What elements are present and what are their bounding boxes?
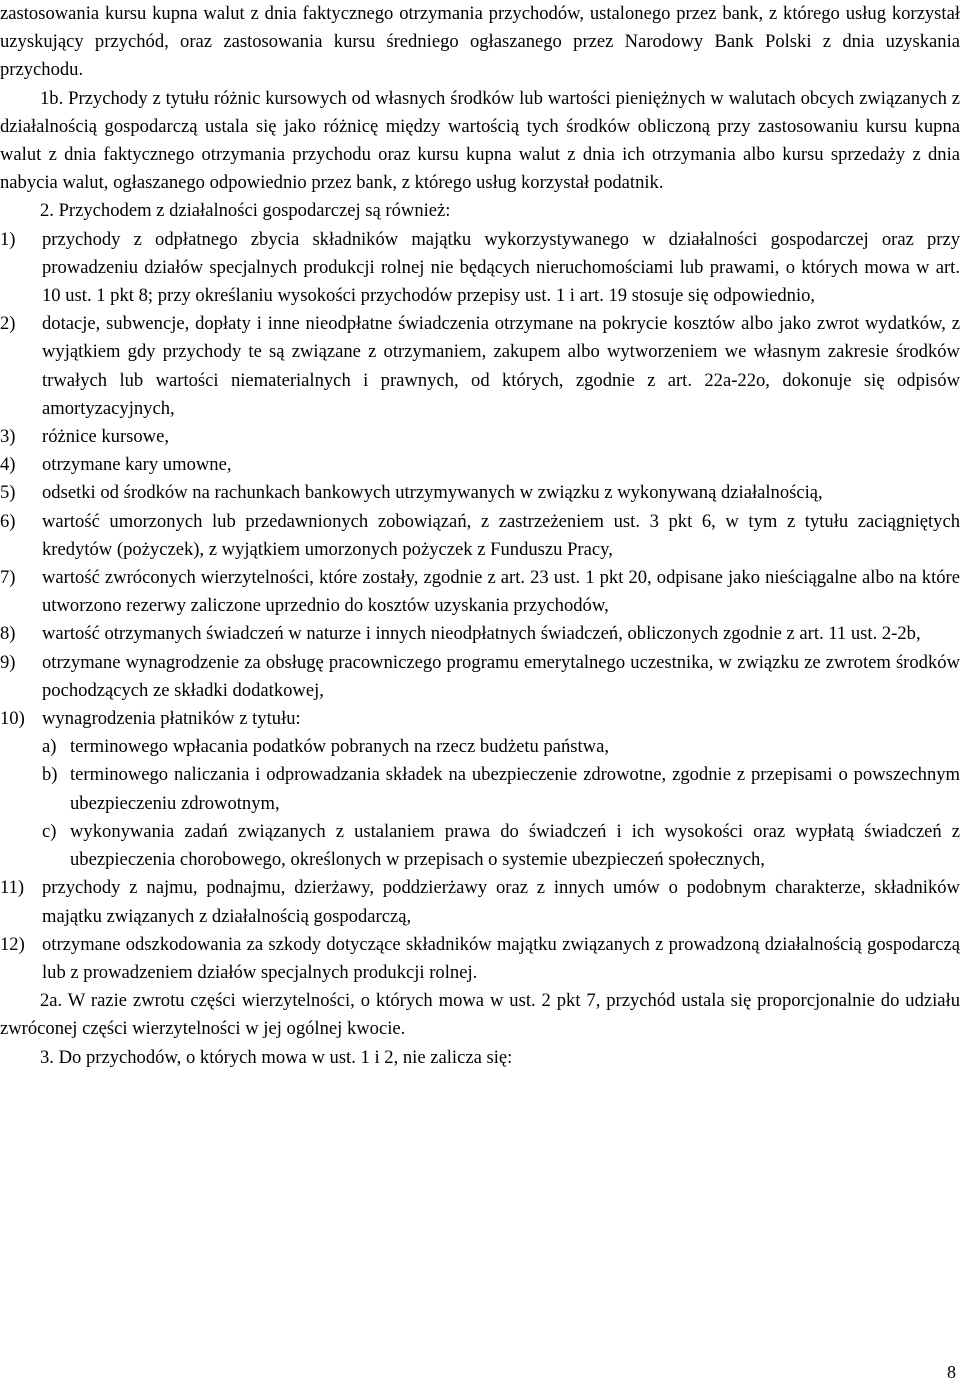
list-item [0, 226, 960, 311]
sub-item [0, 761, 960, 817]
item-text: odsetki od środków na rachunkach bankowych utrzymywanych w związku z wykonywaną działalnością, [42, 482, 823, 504]
item-text: przychody z najmu, podnajmu, dzierżawy, poddzierżawy oraz z innych umów o podobnym charakterze, składników majątku związanych z działalnością gospodarczą, [42, 877, 960, 927]
paragraph-2: 2. Przychodem z działalności gospodarczej są również: [40, 200, 451, 222]
item-number: 10) [0, 708, 25, 730]
item-text: otrzymane kary umowne, [42, 454, 232, 476]
item-text: wartość otrzymanych świadczeń w naturze i innych nieodpłatnych świadczeń, obliczonych zgodnie z art. 11 ust. 2-2b, [42, 623, 921, 645]
list-item [0, 451, 960, 479]
sub-item-text: terminowego wpłacania podatków pobranych na rzecz budżetu państwa, [70, 736, 610, 758]
item-number: 3) [0, 426, 16, 448]
list-item [0, 508, 960, 564]
item-text: różnice kursowe, [42, 426, 170, 448]
list-item [0, 649, 960, 705]
item-number: 1) [0, 228, 16, 250]
sub-item-text: wykonywania zadań związanych z ustalaniem prawa do świadczeń i ich wysokości oraz wypłatą świadczeń z ubezpieczenia chorobowego, określonych w przepisach o systemie ubezpieczeń społecznych, [70, 820, 960, 871]
intro-paragraph: zastosowania kursu kupna walut z dnia faktycznego otrzymania przychodów, ustalonego przez bank, z którego usług korzystał uzyskujący przychód, oraz zastosowania kursu średniego ogłaszanego przez Narodowy Bank Polski z dnia uzyskania przychodu. [0, 3, 960, 81]
list-item [0, 564, 960, 620]
paragraph-1b: 1b. Przychody z tytułu różnic kursowych od własnych środków lub wartości pieniężnych w walutach obcych związanych z działalnością gospodarczą ustala się jako różnicę między wartością tych środków obliczoną przy zastosowaniu kursu kupna walut z dnia faktycznego otrzymania przychodu oraz kursu kupna walut z dnia ich otrzymania albo kursu sprzedaży z dnia nabycia walut, ogłaszanego odpowiednio przez bank, z którego usług korzystał podatnik. [0, 87, 960, 194]
item-number: 5) [0, 482, 16, 504]
item-number: 2) [0, 313, 16, 335]
sub-item-letter: b) [42, 764, 58, 786]
list-item [0, 423, 960, 451]
list-item [0, 620, 960, 648]
list-item [0, 479, 960, 507]
item-number: 9) [0, 651, 16, 673]
paragraph-3: 3. Do przychodów, o których mowa w ust. 1 i 2, nie zalicza się: [40, 1046, 513, 1068]
item-text: wartość umorzonych lub przedawnionych zobowiązań, z zastrzeżeniem ust. 3 pkt 6, w tym z tytułu zaciągniętych kredytów (pożyczek), z wyjątkiem umorzonych pożyczek z Funduszu Pracy, [42, 510, 960, 560]
list-item [0, 705, 960, 733]
paragraph-2a: 2a. W razie zwrotu części wierzytelności, o których mowa w ust. 2 pkt 7, przychód ustala się proporcjonalnie do udziału zwróconej części wierzytelności w jej ogólnej kwocie. [0, 990, 960, 1040]
item-text: dotacje, subwencje, dopłaty i inne nieodpłatne świadczenia otrzymane na pokrycie kosztów albo jako zwrot wydatków, z wyjątkiem gdy przychody te są związane z otrzymaniem, zakupem albo wytworzeniem we własnym zakresie środków trwałych lub wartości niematerialnych i prawnych, od których, zgodnie z art. 22a-22o, dokonuje się odpisów amortyzacyjnych, [42, 313, 960, 419]
item-text: przychody z odpłatnego zbycia składników majątku wykorzystywanego w działalności gospodarczej oraz przy prowadzeniu działów specjalnych produkcji rolnej nie będących nieruchomościami lub prawami, o których mowa w art. 10 ust. 1 pkt 8; przy określaniu wysokości przychodów przepisy ust. 1 i art. 19 stosuje się odpowiednio, [42, 228, 960, 307]
item-number: 4) [0, 454, 16, 476]
item-text: otrzymane wynagrodzenie za obsługę pracowniczego programu emerytalnego uczestnika, w związku ze zwrotem środków pochodzących ze składki dodatkowej, [42, 651, 960, 701]
item-number: 8) [0, 623, 16, 645]
list-items [0, 226, 960, 987]
page-number: 8 [947, 1362, 956, 1382]
item-number: 6) [0, 510, 16, 532]
item-number: 7) [0, 567, 16, 589]
item-number: 11) [0, 877, 25, 899]
list-item [0, 310, 960, 423]
item-text: wynagrodzenia płatników z tytułu: [42, 708, 301, 730]
sub-item [0, 818, 960, 874]
sub-item-letter: c) [42, 820, 57, 842]
list-item [0, 931, 960, 987]
item-text: wartość zwróconych wierzytelności, które zostały, zgodnie z art. 23 ust. 1 pkt 20, odpisane jako nieściągalne albo na które utworzono rezerwy zaliczone uprzednio do kosztów uzyskania przychodów, [42, 567, 960, 617]
sub-item-text: terminowego naliczania i odprowadzania składek na ubezpieczenie zdrowotne, zgodnie z przepisami o powszechnym ubezpieczeniu zdrowotnym, [70, 764, 960, 814]
sub-item-letter: a) [42, 736, 57, 758]
item-text: otrzymane odszkodowania za szkody dotyczące składników majątku związanych z prowadzoną działalnością gospodarczą lub z prowadzeniem działów specjalnych produkcji rolnej. [42, 933, 960, 983]
item-number: 12) [0, 933, 25, 955]
list-item [0, 874, 960, 930]
sub-item [0, 733, 960, 761]
